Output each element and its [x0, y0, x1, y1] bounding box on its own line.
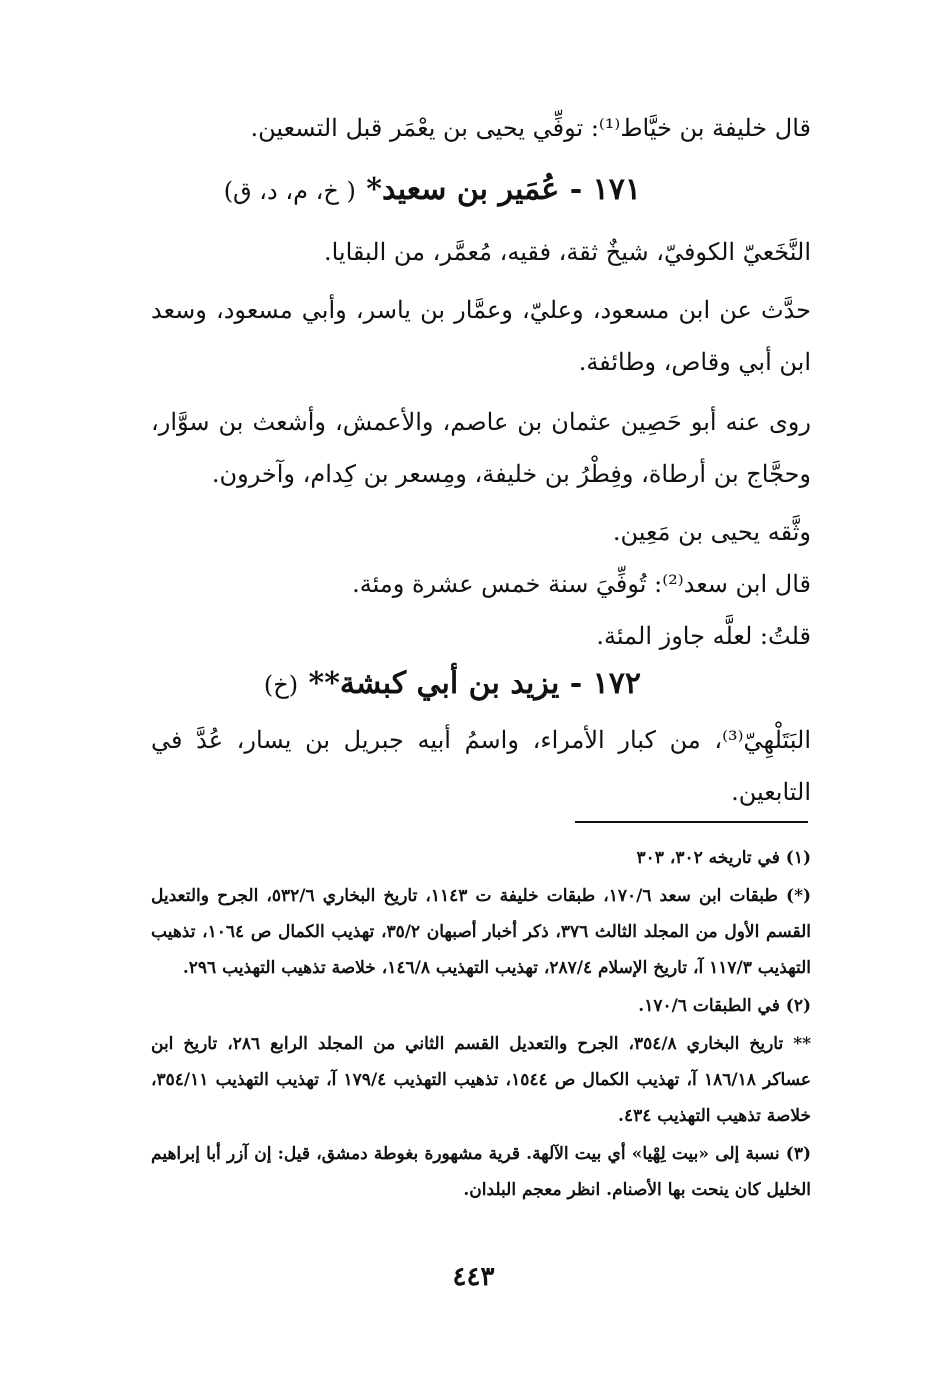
- entry-171-heading: [224, 170, 641, 211]
- entry-171-title: ١٧١ - عُمَير بن سعيد*: [366, 172, 641, 207]
- entry-172-title: ١٧٢ - يزيد بن أبي كبشة**: [308, 666, 641, 701]
- footnote: (٣) نسبة إلى «بيت لِهْيا» أي بيت الآلهة. قرية مشهورة بغوطة دمشق، قيل: إن آزر أبا إبراهيم الخليل كان ينحت بها الأصنام. انظر معجم البلدان.: [151, 1144, 811, 1200]
- entry-172-heading: [264, 664, 641, 705]
- paragraph: النَّخَعيّ الكوفيّ، شيخٌ ثقة، فقيه، مُعمَّر، من البقايا.: [323, 238, 811, 266]
- paragraph: البَتَلْهِيّ⁽³⁾، من كبار الأمراء، واسمُ أبيه جبريل بن يسار، عُدَّ في التابعين.: [151, 726, 811, 806]
- entry-172-body: [151, 714, 811, 818]
- footnote: (*) طبقات ابن سعد ١٧٠/٦، طبقات خليفة ت ١١٤٣، تاريخ البخاري ٥٣٢/٦، الجرح والتعديل القسم الأول من المجلد الثالث ٣٧٦، ذكر أخبار أصبهان ٣٥/٢، تهذيب الكمال ص ١٠٦٤، تذهيب التهذيب ١١٧/٣ آ، تاريخ الإسلام ٢٨٧/٤، تهذيب التهذيب ١٤٦/٨، خلاصة تذهيب التهذيب ٢٩٦.: [151, 886, 811, 978]
- footnote: ** تاريخ البخاري ٣٥٤/٨، الجرح والتعديل القسم الثاني من المجلد الرابع ٢٨٦، تاريخ ابن عساكر ١٨٦/١٨ آ، تهذيب الكمال ص ١٥٤٤، تذهيب التهذيب ١٧٩/٤ آ، تهذيب التهذيب ٣٥٤/١١، خلاصة تذهيب التهذيب ٤٣٤.: [151, 1034, 812, 1126]
- paragraph: وثَّقه يحيى بن مَعِين.: [612, 518, 811, 546]
- entry-171-codes: ( خ، م، د، ق): [223, 177, 356, 205]
- paragraph: قلتُ: لعلَّه جاوز المئة.: [596, 622, 811, 650]
- opening-paragraph-block: [151, 102, 811, 154]
- paragraph: حدَّث عن ابن مسعود، وعليّ، وعمَّار بن ياسر، وأبي مسعود، وسعد ابن أبي وقاص، وطائفة.: [151, 296, 811, 376]
- footnote: (٢) في الطبقات ١٧٠/٦.: [638, 996, 811, 1016]
- paragraph: قال ابن سعد⁽²⁾: تُوفِّيَ سنة خمس عشرة ومئة.: [352, 570, 811, 598]
- page-number: ٤٤٣: [452, 1262, 495, 1292]
- entry-171-body: [151, 226, 811, 662]
- footnote: (١) في تاريخه ٣٠٢، ٣٠٣: [636, 848, 811, 868]
- footnotes: [151, 840, 811, 1210]
- paragraph: قال خليفة بن خيَّاط⁽¹⁾: توفِّي يحيى بن يعْمَر قبل التسعين.: [250, 114, 811, 142]
- footnote-separator: [575, 821, 808, 823]
- entry-172-codes: (خ): [263, 671, 299, 699]
- paragraph: روى عنه أبو حَصِين عثمان بن عاصم، والأعمش، وأشعث بن سوَّار، وحجَّاج بن أرطاة، وفِطْرُ بن خليفة، ومِسعر بن كِدام، وآخرون.: [151, 408, 811, 488]
